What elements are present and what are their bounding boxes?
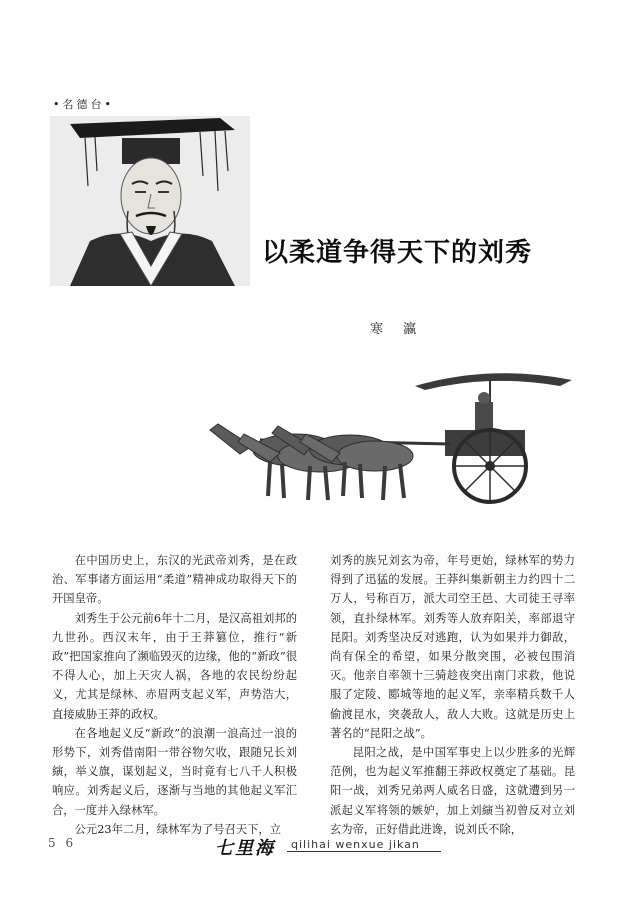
page-number: 5 6 (48, 836, 77, 850)
article-left-column (52, 551, 297, 839)
paragraph: 刘秀生于公元前6年十二月，是汉高祖刘邦的九世孙。西汉末年，由于王莽篡位，推行“新政”把国家推向了濒临毁灭的边缘，他的“新政”很不得人心，加上天灾人祸，各地的农民纷纷起义，尤其是绿林、赤眉两支起义军，声势浩大，直接威胁王莽的政权。 (52, 611, 297, 721)
magazine-name: 七里海 (215, 838, 275, 859)
liu-xiu-portrait (50, 116, 250, 286)
article-right-column (330, 551, 575, 839)
article-title: 以柔道争得天下的刘秀 (262, 238, 533, 268)
paragraph: 刘秀的族兄刘玄为帝，年号更始，绿林军的势力得到了迅猛的发展。王莽纠集新朝主力约四十二万人，号称百万，派大司空王邑、大司徒王寻率领，直扑绿林军。刘秀等人放弃阳关，率部退守昆阳。刘秀坚决反对逃跑，认为如果并力御敌，尚有保全的希望，如果分散突围，必被包围消灭。他亲自率领十三骑趁夜突出南门求救，他说服了定陵、郾城等地的起义军，亲率精兵数千人偷渡昆水，突袭敌人，敌人大败。这就是历史上著名的“昆阳之战”。 (330, 554, 575, 740)
magazine-pinyin: qilihai wenxue jikan (287, 838, 441, 852)
paragraph: 昆阳之战，是中国军事史上以少胜多的光辉范例，也为起义军推翻王莽政权奠定了基础。昆阳一战，刘秀兄弟两人威名日盛，这就遭到另一派起义军将领的嫉妒，加上刘縯当初曾反对立刘玄为帝，正好借此进谗，说刘氏不除， (330, 746, 575, 836)
column-tag: •名德台• (53, 98, 114, 111)
paragraph: 在各地起义反“新政”的浪潮一浪高过一浪的形势下，刘秀借南阳一带谷物欠收，跟随兄长刘縯，举义旗，谋划起义，当时竟有七八千人积极响应。刘秀起义后，逐渐与当地的其他起义军汇合，一度并入绿林军。 (52, 726, 297, 817)
author-name: 寒 瀛 (370, 322, 425, 337)
paragraph: 公元23年二月，绿林军为了号召天下，立 (74, 822, 282, 836)
bronze-chariot-illustration (200, 358, 592, 508)
paragraph: 在中国历史上，东汉的光武帝刘秀，是在政治、军事诸方面运用“柔道”精神成功取得天下的开国皇帝。 (52, 554, 297, 606)
